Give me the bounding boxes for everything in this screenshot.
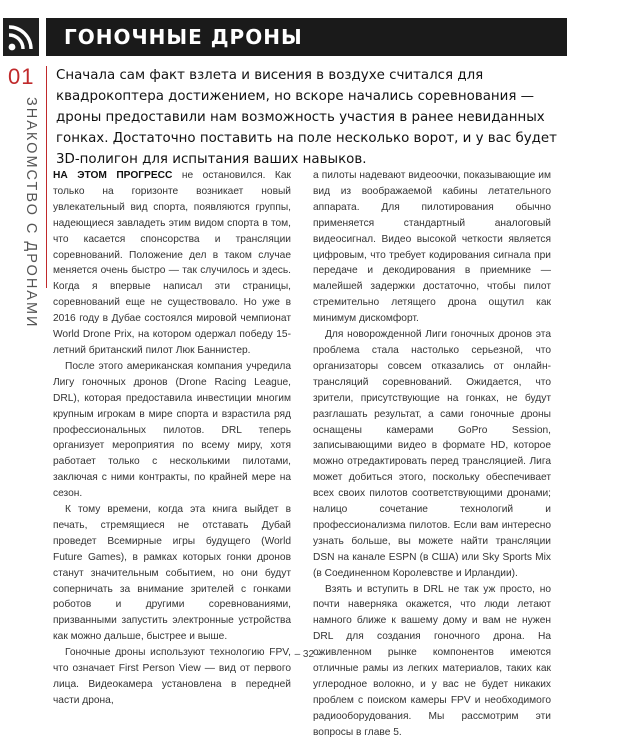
paragraph: К тому времени, когда эта книга выйдет в печать, стремящиеся не отставать Дубай проведет Всемирные игры будущего (World Future Games), в рамках которых гонки дронов станут значительным событием, но они будут соперничать за внимание зрителей с гонками роботов и другими соревнованиями, призванными запустить электронные устройства как можно дальше, быстрее и выше. — [53, 504, 291, 643]
paragraph — [53, 168, 291, 359]
chapter-header-bar — [46, 18, 567, 56]
rss-symbol — [3, 18, 39, 56]
chapter-number: 01 — [8, 64, 35, 89]
chapter-divider — [46, 66, 47, 288]
body-column-left — [53, 168, 291, 709]
chapter-name: ЗНАКОМСТВО С ДРОНАМИ — [23, 97, 39, 329]
paragraph-text: не остановился. Как только на горизонте возникает новый увлекательный вид спорта, появляются группы, надеющиеся завладеть этим видом спорта в том, что касается спонсорства и трансляции соревнований. Положение дел в таком случае меняется очень быстро — так случилось и здесь. Когда я впервые написал эти страницы, соревнований еще не существовало. Но уже в 2016 году в Дубае состоялся мировой чемпионат World Drone Prix, на котором одержал победу 15-летний британский пилот Люк Баннистер. — [53, 170, 291, 356]
rss-feed-icon — [3, 18, 39, 56]
lead-in: НА ЭТОМ ПРОГРЕСС — [53, 170, 173, 181]
paragraph: После этого американская компания учредила Лигу гоночных дронов (Drone Racing League, DRL), которая предоставила инвестиции многим крупным игрокам в мире спорта и взрастила ряд профессиональных пилотов. DRL теперь организует мероприятия по всему миру, хотя работает только с несколькими пилотами, заключая с ними контракты, по крайней мере на сезон. — [53, 360, 291, 500]
paragraph: Гоночные дроны используют технологию FPV, что означает First Person View — вид от первого лица. Видеокамера установлена в передней части дрона, — [53, 647, 291, 706]
paragraph: Взять и вступить в DRL не так уж просто, но почти наверняка окажется, что люди летают намного ближе к вашему дому и вам не нужен DRL для создания гоночного дрона. На оживленном рынке компонентов имеются отличные рамы из легких материалов, таких как углеродное волокно, и у вас не будет никаких проблем с поиском камеры FPV и необходимого радиооборудования. Мы рассмотрим эти вопросы в главе 5. — [313, 583, 551, 738]
intro-paragraph: Сначала сам факт взлета и висения в воздухе считался для квадрокоптера достижением, но вскоре начались соревнования — дроны предоставили нам возможность участия в ранее невиданных гонках. Достаточно поставить на поле несколько ворот, и у вас будет 3D-полигон для испытания ваших навыков. — [56, 68, 557, 167]
page-number: – 32 – — [294, 649, 323, 660]
paragraph: Для новорожденной Лиги гоночных дронов эта проблема стала настолько серьезной, что организаторы совсем отказались от онлайн-трансляций соревнований. Ожидается, что зрители, присутствующие на гонках, не будут разглашать результат, а сами гоночные дроны оснащены камерами GoPro Session, записывающими видео в формате HD, которое можно отредактировать перед трансляцией. Лига может добиться этого, поскольку обеспечивает всех своих пилотов соответствующими дронами; налицо сочетание технологий и профессионализма пилотов. Если вам интересно узнать больше, вы можете найти трансляции DSN на канале ESPN (в США) или Sky Sports Mix (в Соединенном Королевстве и Ирландии). — [313, 329, 551, 579]
page-title: ГОНОЧНЫЕ ДРОНЫ — [64, 25, 303, 49]
paragraph: а пилоты надевают видеоочки, показывающие им вид из воображаемой кабины летательного аппарата. Для пилотирования обычно применяется стандартный аналоговый видеосигнал. Видео высокой четкости является цифровым, что требует кодирования сигнала при передаче и декодирования в приемнике — малейшей задержки достаточно, чтобы пилот стремительно летящего дрона ощутил как минимум дискомфорт. — [313, 170, 551, 325]
